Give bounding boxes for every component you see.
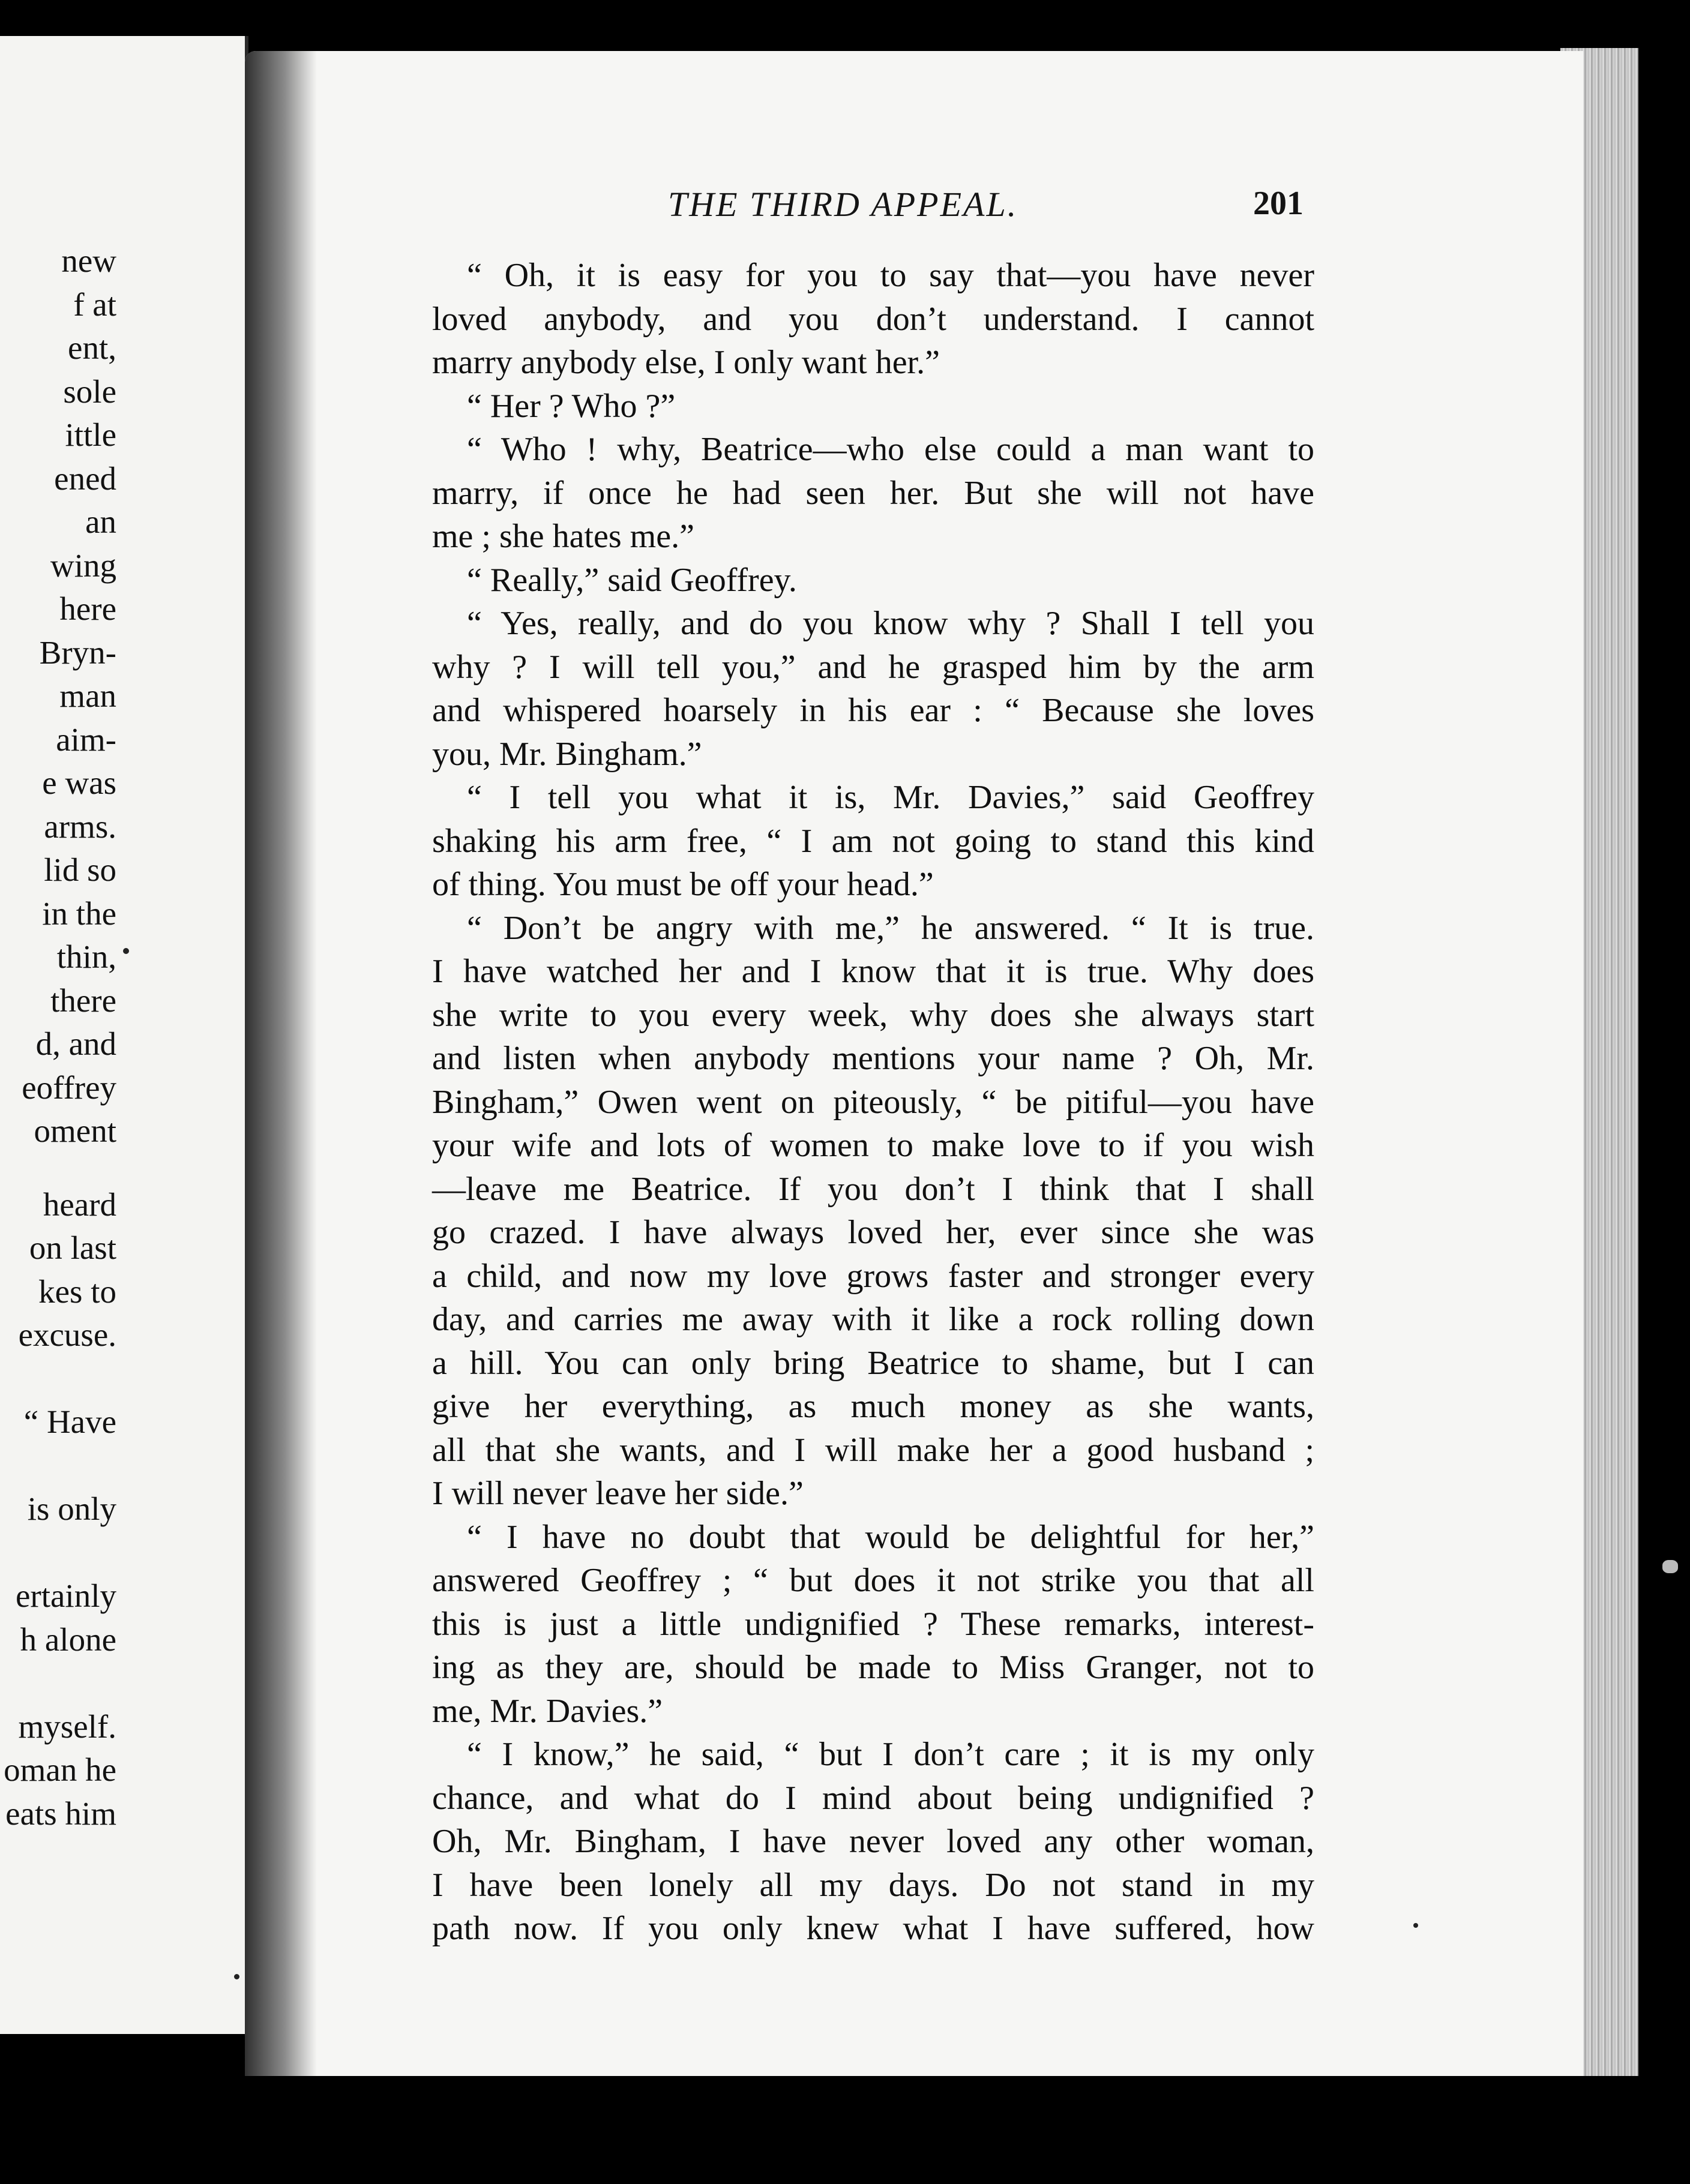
text-line: she write to you every week, why does she always start (432, 996, 1314, 1034)
left-page-line: here (59, 590, 116, 627)
left-page-line: “ Have (23, 1403, 116, 1440)
page-title: THE THIRD APPEAL. (668, 185, 1018, 224)
left-page-line: aim- (56, 721, 116, 758)
text-line: I have been lonely all my days. Do not stand in my (432, 1866, 1314, 1904)
text-line: and whispered hoarsely in his ear : “ Because she loves (432, 692, 1314, 729)
text-line: I will never leave her side.” (432, 1475, 804, 1512)
text-line: all that she wants, and I will make her a good husband ; (432, 1431, 1314, 1469)
left-page-line: there (50, 982, 116, 1019)
left-page-line: Bryn- (39, 634, 116, 671)
text-line: why ? I will tell you,” and he grasped him by the arm (432, 648, 1314, 686)
text-line: me, Mr. Davies.” (432, 1692, 663, 1730)
text-line: shaking his arm free, “ I am not going to stand this kind (432, 822, 1314, 860)
text-line: “ Really,” said Geoffrey. (467, 561, 797, 599)
text-line: —leave me Beatrice. If you don’t I think that I shall (432, 1170, 1314, 1208)
left-page-line: eats him (5, 1795, 116, 1832)
text-line: and listen when anybody mentions your name ? Oh, Mr. (432, 1040, 1314, 1077)
text-line: “ I tell you what it is, Mr. Davies,” said Geoffrey (467, 779, 1314, 816)
text-line: “ I have no doubt that would be delightful for her,” (467, 1518, 1314, 1556)
left-page-line: oment (34, 1112, 116, 1149)
left-page-line: d, and (35, 1025, 116, 1062)
left-page-line: man (59, 677, 116, 714)
left-page-line: thin, (56, 938, 116, 975)
text-line: me ; she hates me.” (432, 518, 694, 555)
scan-mark (1662, 1560, 1678, 1573)
text-line: of thing. You must be off your head.” (432, 866, 934, 903)
left-page-line: kes to (38, 1273, 116, 1310)
left-page-line: e was (42, 764, 116, 801)
running-head (245, 184, 1583, 226)
left-page-line: oman he (4, 1751, 116, 1788)
left-page-line: in the (42, 895, 116, 932)
text-line: day, and carries me away with it like a rock rolling down (432, 1301, 1314, 1338)
text-line: “ I know,” he said, “ but I don’t care ; it is my only (467, 1736, 1314, 1773)
text-line: you, Mr. Bingham.” (432, 735, 702, 773)
text-line: loved anybody, and you don’t understand. I cannot (432, 300, 1314, 338)
text-line: ing as they are, should be made to Miss Granger, not to (432, 1649, 1314, 1686)
left-page-line: h alone (20, 1621, 116, 1658)
left-page-line: ittle (65, 416, 116, 453)
left-page-line: wing (50, 547, 116, 584)
text-line: chance, and what do I mind about being undignified ? (432, 1779, 1314, 1817)
left-page-line: ened (54, 460, 116, 497)
left-page-line: an (85, 503, 116, 540)
text-line: “ Oh, it is easy for you to say that—you have never (467, 257, 1314, 294)
left-page (0, 36, 248, 2034)
left-page-line: ent, (68, 329, 116, 366)
text-line: “ Her ? Who ?” (467, 387, 676, 425)
left-page-line: sole (63, 373, 116, 410)
text-line: Bingham,” Owen went on piteously, “ be pitiful—you have (432, 1083, 1314, 1121)
left-page-line: f at (73, 286, 116, 323)
text-line: give her everything, as much money as she wants, (432, 1388, 1314, 1425)
text-line: Oh, Mr. Bingham, I have never loved any other woman, (432, 1823, 1314, 1860)
left-page-line: is only (27, 1490, 116, 1527)
right-page (245, 51, 1583, 2076)
text-line: I have watched her and I know that it is true. Why does (432, 953, 1314, 990)
text-line: marry anybody else, I only want her.” (432, 344, 940, 381)
body-text (432, 254, 1314, 1951)
text-line: answered Geoffrey ; “ but does it not strike you that all (432, 1562, 1314, 1599)
ink-speck (234, 1974, 239, 1979)
page-number: 201 (1253, 185, 1304, 222)
left-page-line: eoffrey (22, 1069, 116, 1106)
left-page-line: lid so (44, 851, 116, 888)
text-line: marry, if once he had seen her. But she will not have (432, 474, 1314, 512)
left-page-line: heard (43, 1186, 116, 1223)
left-page-line: on last (29, 1229, 116, 1266)
left-page-line: excuse. (18, 1316, 116, 1353)
left-page-line: arms. (44, 808, 116, 845)
text-line: “ Who ! why, Beatrice—who else could a man want to (467, 431, 1314, 468)
ink-speck (1413, 1923, 1418, 1928)
text-line: this is just a little undignified ? These remarks, interest- (432, 1605, 1314, 1643)
text-line: “ Yes, really, and do you know why ? Shall I tell you (467, 605, 1314, 642)
text-line: go crazed. I have always loved her, ever since she was (432, 1214, 1314, 1251)
text-line: path now. If you only knew what I have suffered, how (432, 1910, 1314, 1947)
text-line: a child, and now my love grows faster and stronger every (432, 1257, 1314, 1295)
text-line: a hill. You can only bring Beatrice to shame, but I can (432, 1344, 1314, 1382)
left-page-line: ertainly (16, 1577, 116, 1614)
text-line: your wife and lots of women to make love to if you wish (432, 1127, 1314, 1164)
left-page-line: myself. (18, 1708, 116, 1745)
left-page-line: new (61, 242, 116, 279)
text-line: “ Don’t be angry with me,” he answered. “ It is true. (467, 909, 1314, 947)
ink-speck (123, 948, 129, 954)
